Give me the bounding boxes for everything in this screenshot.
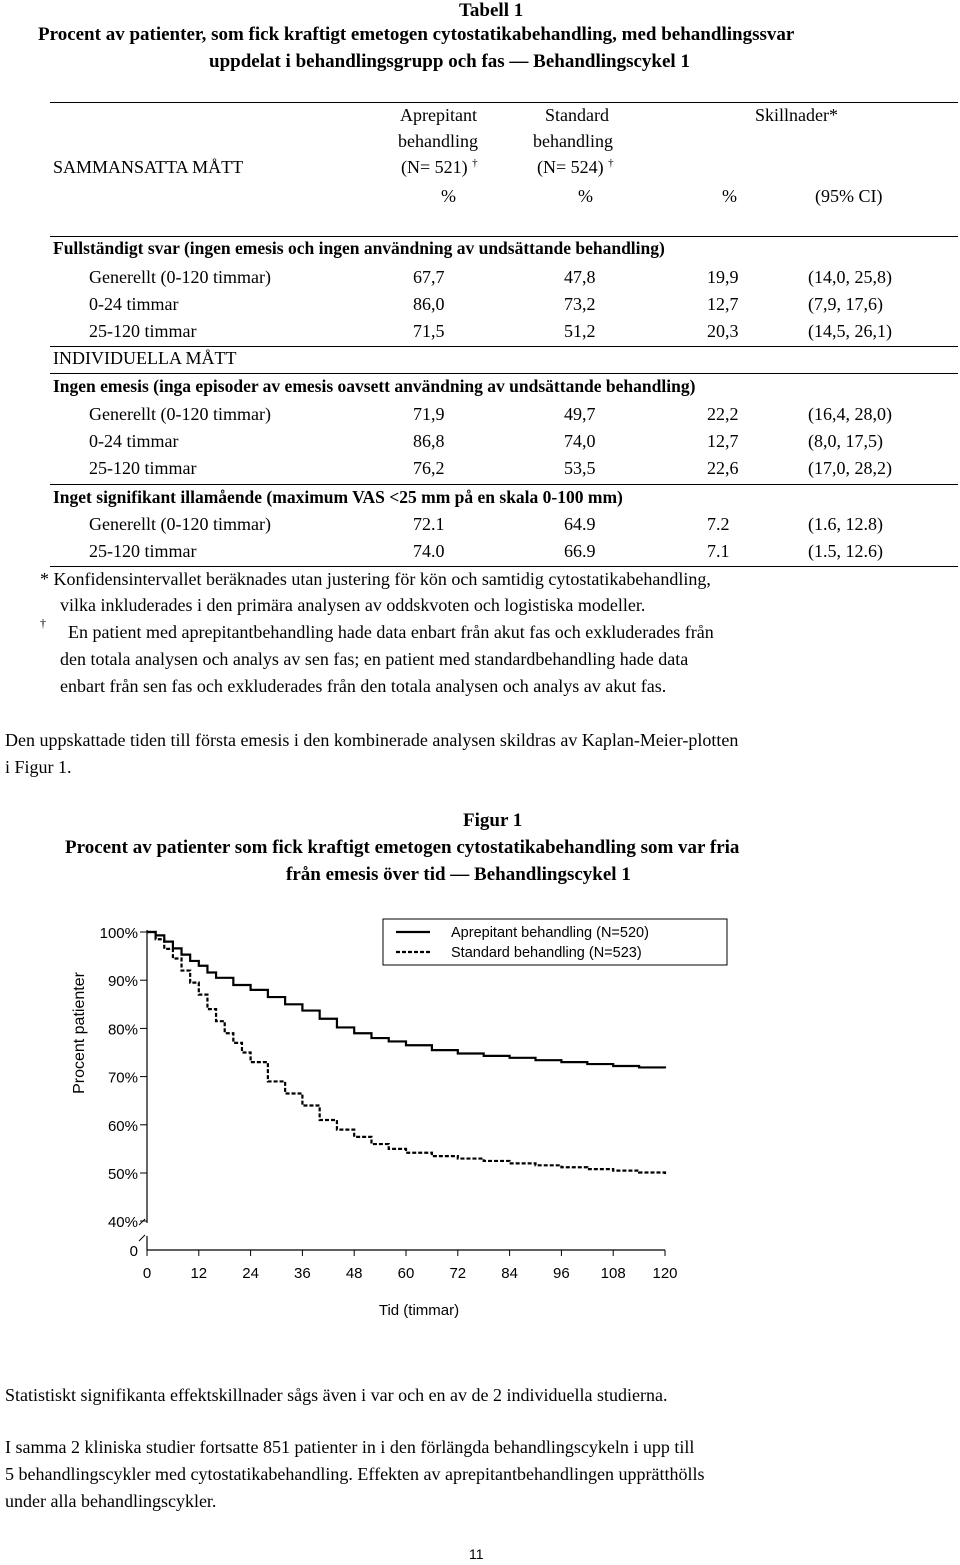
row-value: 12,7 xyxy=(707,294,739,314)
row-value: 12,7 xyxy=(707,431,739,451)
row-value: 49,7 xyxy=(564,404,596,424)
section-title: Inget signifikant illamående (maximum VAS <25 mm på en skala 0-100 mm) xyxy=(53,487,623,507)
y-tick-label: 100% xyxy=(99,925,138,942)
row-value: 7.1 xyxy=(707,541,730,561)
footnote-star-line2: vilka inkluderades i den primära analysen av oddskvoten och logistiska modeller. xyxy=(60,595,646,615)
y-axis-label: Procent patienter xyxy=(71,972,88,1094)
table-bottom-rule xyxy=(50,566,958,567)
x-tick-label: 72 xyxy=(449,1265,467,1282)
footnote-dagger-line2: den totala analysen och analys av sen fas; en patient med standardbehandling hade data xyxy=(60,649,689,669)
y-tick-label: 60% xyxy=(107,1117,138,1135)
row-label: 0-24 timmar xyxy=(89,294,179,314)
y-tick-label: 40% xyxy=(107,1214,138,1231)
row-label: Generellt (0-120 timmar) xyxy=(89,267,271,287)
row-value: 86,0 xyxy=(413,294,445,314)
header-col2-line1: Standard xyxy=(545,105,609,125)
x-tick-label: 24 xyxy=(242,1265,259,1282)
row-value: 76,2 xyxy=(413,458,445,478)
footnote-star-line1: * Konfidensintervallet beräknades utan justering för kön och samtidig cytostatikabehandling, xyxy=(40,569,711,589)
table-top-rule xyxy=(50,102,958,103)
header-ci: (95% CI) xyxy=(815,186,883,206)
row-ci: (17,0, 28,2) xyxy=(808,458,892,478)
axis-break-mark xyxy=(139,1235,145,1241)
row-value: 66.9 xyxy=(564,541,596,561)
standard-series-line xyxy=(147,932,665,1174)
header-col2-line2: behandling xyxy=(533,131,613,151)
row-value: 53,5 xyxy=(564,458,596,478)
header-col3: Skillnader* xyxy=(755,105,838,125)
row-label: 0-24 timmar xyxy=(89,431,179,451)
row-value: 73,2 xyxy=(564,294,596,314)
x-tick-label: 120 xyxy=(652,1265,678,1282)
row-value: 51,2 xyxy=(564,321,596,341)
footnote-dagger-line1: En patient med aprepitantbehandling hade data enbart från akut fas och exkluderades från xyxy=(68,622,714,642)
table-rule xyxy=(50,236,958,237)
x-axis-label: Tid (timmar) xyxy=(378,1302,460,1319)
x-tick-label: 36 xyxy=(294,1265,311,1282)
row-label: 25-120 timmar xyxy=(89,458,197,478)
x-tick-label: 48 xyxy=(345,1265,363,1282)
x-tick-label: 108 xyxy=(600,1265,626,1282)
row-value: 47,8 xyxy=(564,267,596,287)
row-value: 20,3 xyxy=(707,321,739,341)
y-tick-label: 90% xyxy=(107,973,138,991)
figure-title-line2: från emesis över tid — Behandlingscykel 1 xyxy=(286,864,631,885)
header-col1-line1: Aprepitant xyxy=(400,105,477,125)
row-value: 74.0 xyxy=(413,541,445,561)
legend-label-aprepitant: Aprepitant behandling (N=520) xyxy=(451,925,649,941)
row-label: 25-120 timmar xyxy=(89,541,197,561)
row-value: 86,8 xyxy=(413,431,445,451)
figure-label: Figur 1 xyxy=(463,810,523,831)
section-title: Ingen emesis (inga episoder av emesis oavsett användning av undsättande behandling) xyxy=(53,376,696,396)
row-ci: (1.5, 12.6) xyxy=(808,541,883,561)
paragraph-3-line3: under alla behandlingscykler. xyxy=(5,1491,217,1511)
section-title: Fullständigt svar (ingen emesis och ingen användning av undsättande behandling) xyxy=(53,238,665,258)
row-label: 25-120 timmar xyxy=(89,321,197,341)
header-col2-line3: (N= 524) † xyxy=(537,157,614,177)
page-number: 11 xyxy=(469,1546,484,1562)
x-tick-label: 84 xyxy=(501,1265,518,1282)
footnote-dagger-line3: enbart från sen fas och exkluderades från den totala analysen och analys av akut fas. xyxy=(60,676,667,696)
table-rule xyxy=(50,373,958,374)
row-ci: (1.6, 12.8) xyxy=(808,514,883,534)
section-title: INDIVIDUELLA MÅTT xyxy=(53,348,237,368)
header-col1-line2: behandling xyxy=(398,131,478,151)
paragraph-1-line2: i Figur 1. xyxy=(5,757,72,777)
row-value: 19,9 xyxy=(707,267,739,287)
table-label: Tabell 1 xyxy=(459,0,524,21)
paragraph-3-line1: I samma 2 kliniska studier fortsatte 851 patienter in i den förlängda behandlingscykeln i upp till xyxy=(5,1437,695,1457)
table-title-line1: Procent av patienter, som fick kraftigt emetogen cytostatikabehandling, med behandlingssvar xyxy=(38,24,795,45)
y-tick-label: 80% xyxy=(107,1021,138,1039)
row-label: Generellt (0-120 timmar) xyxy=(89,514,271,534)
table-rule xyxy=(50,346,958,347)
figure-title-line1: Procent av patienter som fick kraftigt emetogen cytostatikabehandling som var fria xyxy=(65,837,740,858)
row-value: 72.1 xyxy=(413,514,445,534)
y-tick-label: 50% xyxy=(107,1166,138,1183)
x-tick-label: 96 xyxy=(553,1265,570,1282)
row-ci: (14,0, 25,8) xyxy=(808,267,892,287)
paragraph-2: Statistiskt signifikanta effektskillnader sågs även i var och en av de 2 individuella studierna. xyxy=(5,1385,668,1405)
x-tick-label: 12 xyxy=(190,1265,208,1282)
y-tick-label: 70% xyxy=(107,1069,138,1087)
row-value: 7.2 xyxy=(707,514,730,534)
row-label: Generellt (0-120 timmar) xyxy=(89,404,271,424)
table-rule xyxy=(50,484,958,485)
header-rowlabel: SAMMANSATTA MÅTT xyxy=(53,157,244,177)
row-value: 71,5 xyxy=(413,321,445,341)
row-value: 22,6 xyxy=(707,458,739,478)
table-title-line2: uppdelat i behandlingsgrupp och fas — Behandlingscykel 1 xyxy=(209,51,690,72)
row-value: 71,9 xyxy=(413,404,445,424)
header-pct-3: % xyxy=(722,186,737,206)
header-col1-line3: (N= 521) † xyxy=(401,157,478,177)
row-ci: (14,5, 26,1) xyxy=(808,321,892,341)
row-ci: (16,4, 28,0) xyxy=(808,404,892,424)
row-value: 64.9 xyxy=(564,514,596,534)
row-value: 22,2 xyxy=(707,404,739,424)
axis-break-mark xyxy=(139,1219,145,1225)
row-value: 74,0 xyxy=(564,431,596,451)
x-tick-label: 60 xyxy=(397,1265,415,1282)
y-tick-label: 0 xyxy=(129,1243,138,1260)
x-tick-label: 0 xyxy=(142,1265,152,1282)
footnote-dagger-mark: † xyxy=(40,616,46,630)
row-value: 67,7 xyxy=(413,267,445,287)
paragraph-3-line2: 5 behandlingscykler med cytostatikabehandling. Effekten av aprepitantbehandlingen upprätthölls xyxy=(5,1464,705,1484)
row-ci: (8,0, 17,5) xyxy=(808,431,883,451)
header-pct-2: % xyxy=(578,186,593,206)
legend-label-standard: Standard behandling (N=523) xyxy=(451,945,642,961)
header-pct-1: % xyxy=(441,186,456,206)
paragraph-1-line1: Den uppskattade tiden till första emesis i den kombinerade analysen skildras av Kaplan-Meier-plotten xyxy=(5,730,739,750)
kaplan-meier-chart xyxy=(0,905,960,1375)
row-ci: (7,9, 17,6) xyxy=(808,294,883,314)
